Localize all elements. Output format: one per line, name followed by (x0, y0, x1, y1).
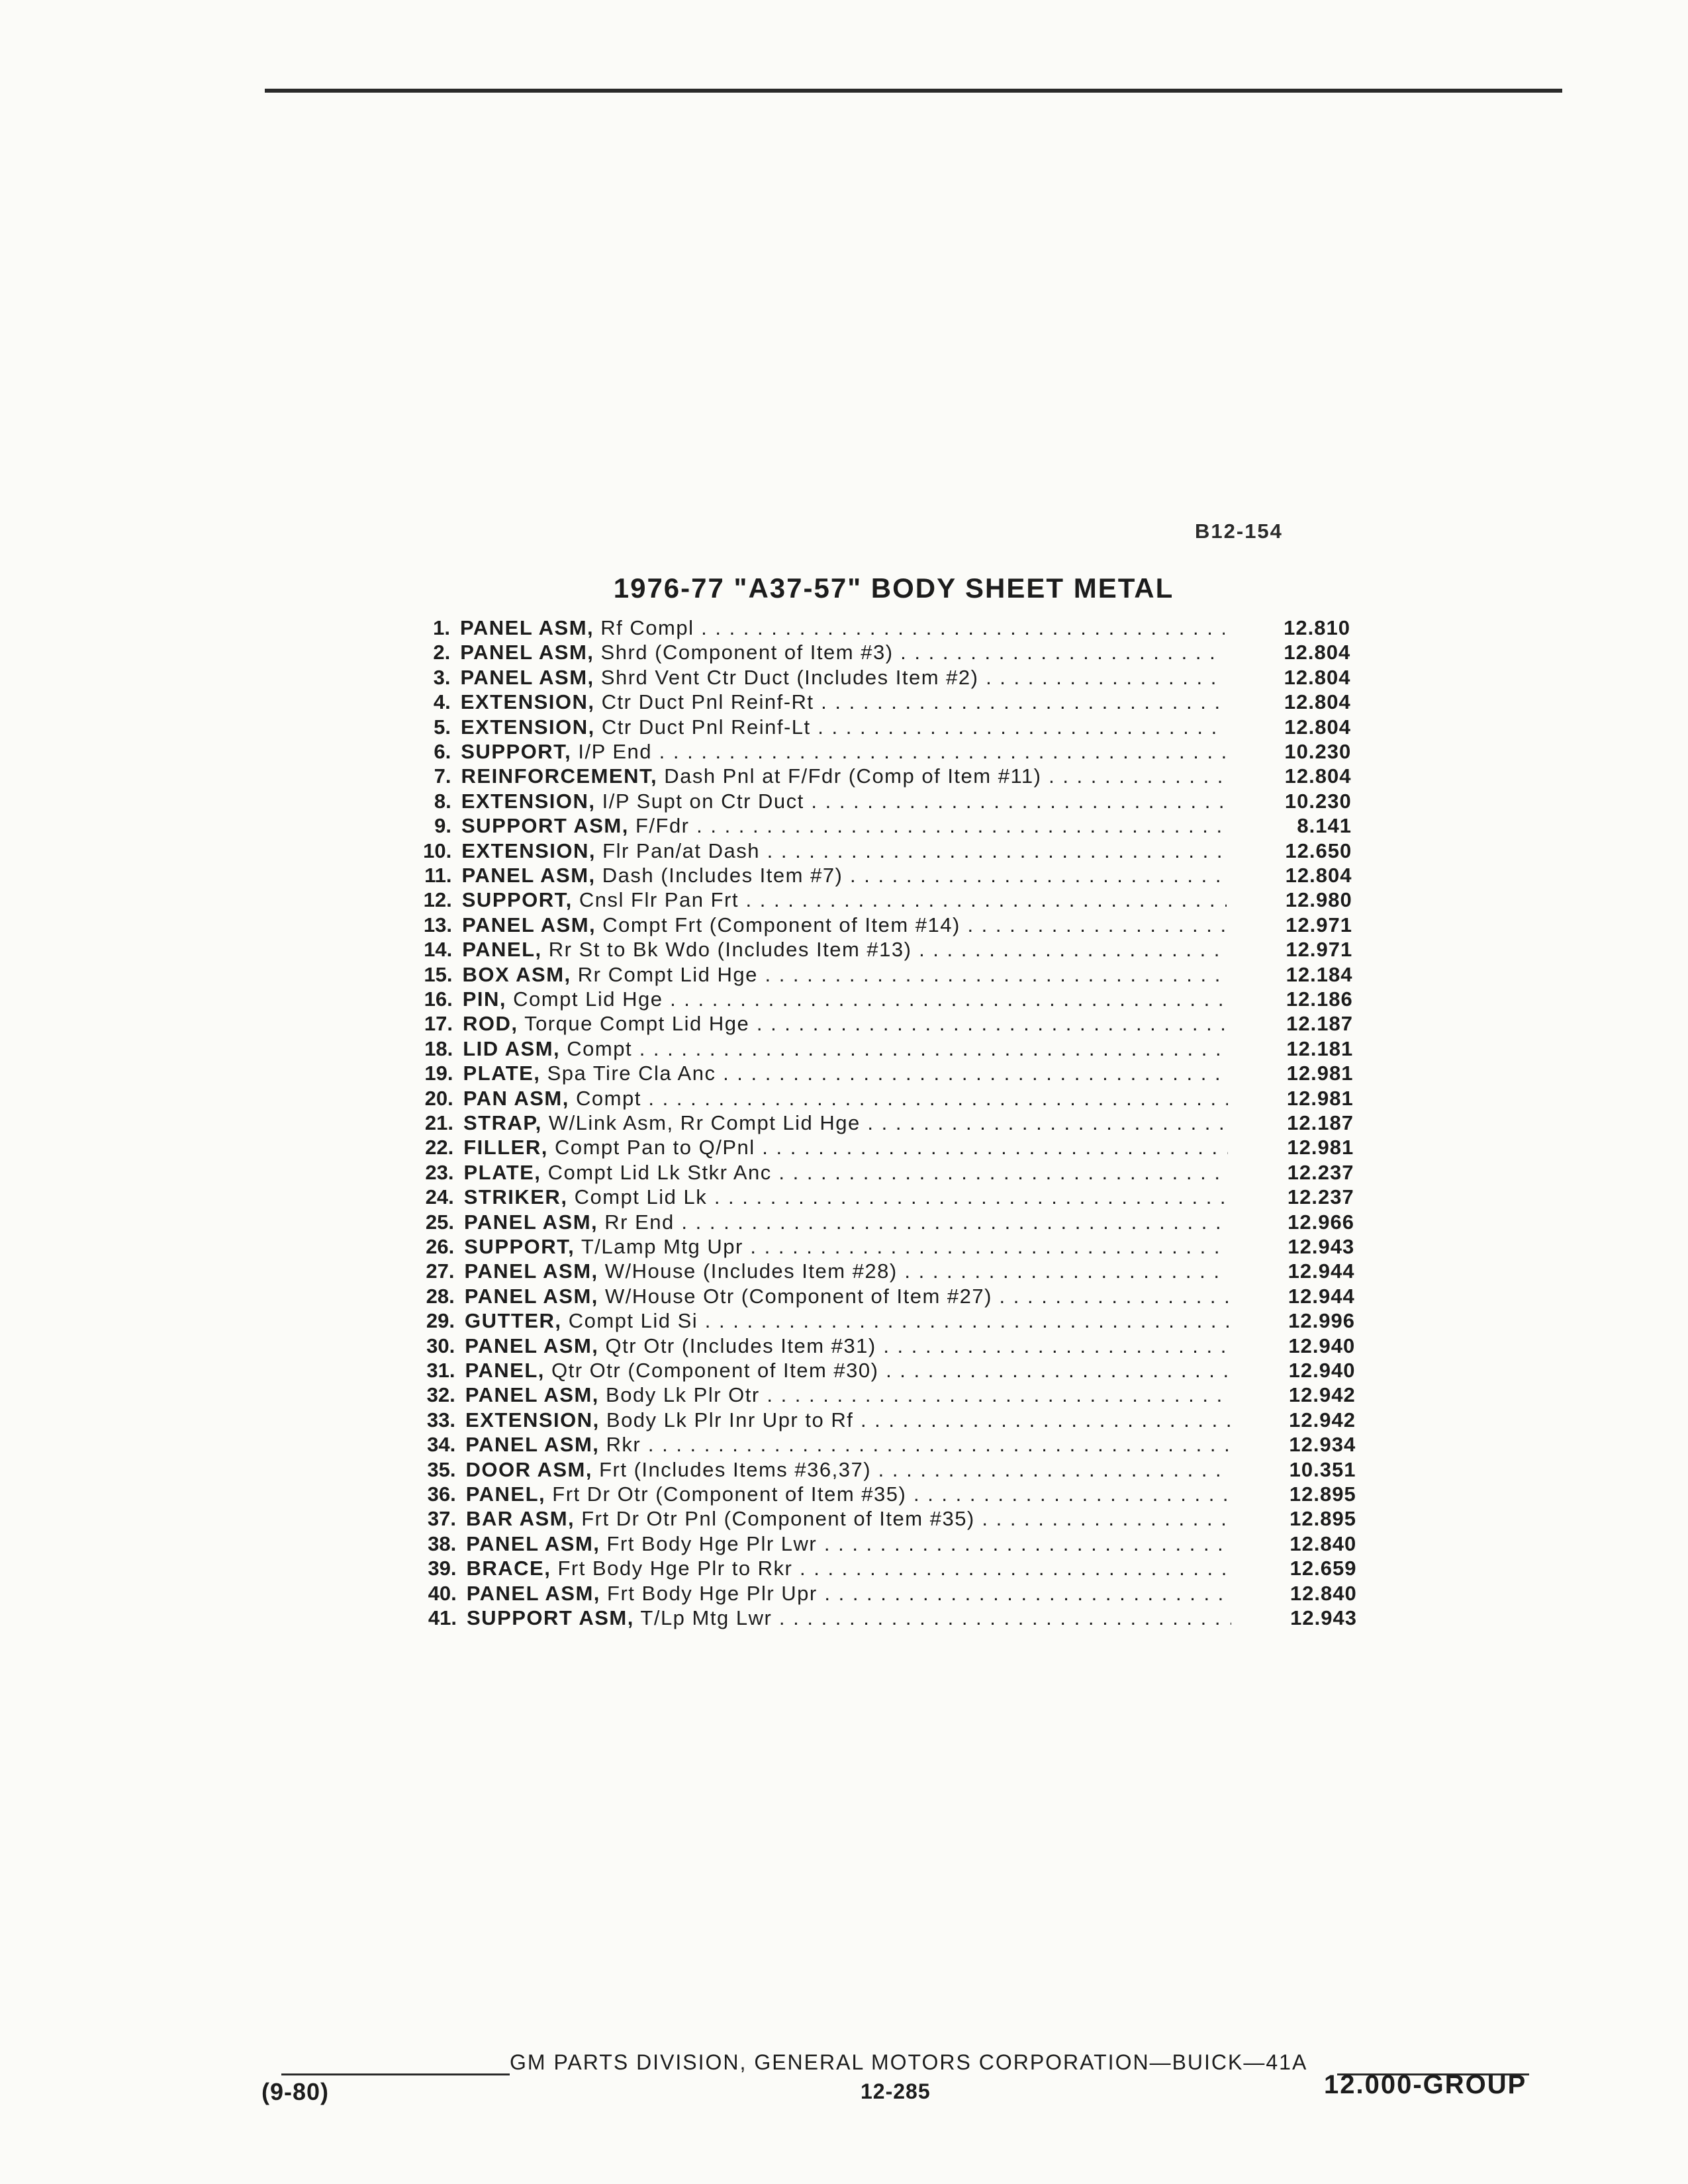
part-detail: Frt Dr Otr (Component of Item #35) (552, 1482, 907, 1506)
item-number: 5. (434, 715, 451, 739)
part-name: PANEL ASM, (465, 1433, 600, 1457)
item-number: 24. (425, 1185, 454, 1209)
item-number: 1. (433, 616, 450, 639)
part-name: EXTENSION, (461, 715, 595, 739)
part-detail: Qtr Otr (Includes Item #31) (605, 1334, 876, 1357)
part-detail: Shrd (Component of Item #3) (600, 641, 894, 664)
part-detail: Compt Lid Lk (574, 1185, 708, 1209)
list-item (404, 1581, 1397, 1606)
part-detail: Compt (567, 1036, 633, 1060)
part-name: PANEL ASM, (464, 1259, 598, 1283)
list-item (402, 1408, 1395, 1432)
item-number: 20. (424, 1086, 453, 1110)
footer-group: 12.000-GROUP (1324, 2070, 1527, 2099)
item-description (465, 1334, 1229, 1358)
part-detail: Compt Lid Hge (513, 987, 663, 1011)
list-item (400, 987, 1393, 1011)
part-name: SUPPORT ASM, (461, 814, 629, 838)
part-detail: F/Fdr (635, 814, 690, 838)
item-description (463, 1135, 1228, 1160)
part-name: EXTENSION, (460, 690, 595, 714)
part-name: PANEL ASM, (466, 1531, 600, 1555)
part-name: PANEL, (465, 1482, 546, 1506)
item-number: 25. (425, 1210, 454, 1234)
item-description (461, 764, 1226, 788)
group-reference: 12.943 (1290, 1606, 1357, 1629)
part-detail: Frt Body Hge Plr Upr (607, 1581, 818, 1605)
item-description (462, 913, 1227, 937)
part-name: BAR ASM, (466, 1507, 575, 1531)
item-number: 31. (426, 1359, 455, 1382)
item-number: 16. (424, 987, 453, 1011)
group-reference: 12.971 (1286, 938, 1353, 962)
list-item (403, 1506, 1396, 1531)
item-description (460, 615, 1225, 640)
list-item (404, 1556, 1397, 1580)
list-item (400, 1036, 1393, 1061)
part-detail: Rr End (604, 1210, 675, 1234)
item-description (461, 789, 1226, 813)
group-reference: 12.944 (1288, 1284, 1355, 1308)
part-detail: Compt Frt (Component of Item #14) (602, 913, 961, 936)
item-description (463, 1111, 1228, 1135)
part-name: PANEL ASM, (465, 1383, 599, 1407)
part-detail: Qtr Otr (Component of Item #30) (551, 1359, 879, 1382)
part-name: PANEL ASM, (466, 1581, 600, 1605)
item-number: 33. (426, 1408, 455, 1432)
item-number: 23. (425, 1160, 454, 1184)
item-number: 2. (433, 641, 451, 664)
list-item (399, 839, 1391, 863)
group-reference: 12.804 (1284, 665, 1351, 689)
group-reference: 12.237 (1287, 1160, 1354, 1184)
part-name: SUPPORT, (461, 740, 572, 763)
item-number: 17. (424, 1012, 453, 1036)
item-number: 26. (426, 1235, 455, 1258)
illustration-code: B12-154 (1195, 520, 1283, 543)
top-rule (265, 89, 1562, 93)
item-description (465, 1284, 1229, 1308)
part-name: PANEL ASM, (460, 665, 594, 689)
list-item (398, 665, 1391, 690)
part-name: REINFORCEMENT, (461, 764, 658, 788)
list-item (401, 1210, 1394, 1234)
item-description (461, 839, 1226, 863)
group-reference: 10.230 (1284, 740, 1352, 763)
list-item (399, 764, 1391, 788)
part-name: PIN, (462, 987, 507, 1011)
list-item (401, 1160, 1394, 1185)
part-detail: Compt Pan to Q/Pnl (554, 1136, 755, 1160)
list-item (397, 615, 1390, 640)
list-item (403, 1531, 1396, 1556)
item-number: 19. (424, 1062, 453, 1085)
item-description (465, 1408, 1230, 1432)
item-description (464, 1210, 1229, 1234)
list-item (400, 1011, 1393, 1036)
part-detail: Compt Lid Lk Stkr Anc (547, 1160, 772, 1184)
part-detail: Frt Body Hge Plr Lwr (606, 1531, 818, 1555)
item-number: 27. (426, 1259, 455, 1283)
part-name: PAN ASM, (463, 1086, 569, 1110)
item-description (463, 1036, 1227, 1061)
group-reference: 12.187 (1287, 1111, 1354, 1134)
list-item (399, 863, 1392, 887)
group-reference: 10.230 (1284, 789, 1352, 813)
item-number: 36. (427, 1482, 456, 1506)
item-number: 14. (424, 938, 453, 962)
item-description (466, 1531, 1231, 1556)
group-reference: 12.810 (1284, 616, 1350, 639)
part-name: STRAP, (463, 1111, 542, 1134)
part-detail: Flr Pan/at Dash (602, 839, 761, 862)
part-name: SUPPORT, (464, 1235, 575, 1258)
part-detail: Rkr (606, 1433, 641, 1457)
group-reference: 12.895 (1289, 1482, 1356, 1506)
item-number: 21. (424, 1111, 453, 1134)
part-name: PANEL ASM, (464, 1284, 598, 1308)
part-name: BRACE, (466, 1557, 551, 1580)
list-item (398, 739, 1391, 764)
group-reference: 12.804 (1284, 715, 1351, 739)
group-reference: 12.940 (1288, 1334, 1356, 1357)
item-number: 10. (423, 839, 452, 862)
item-description (465, 1259, 1229, 1283)
list-item (400, 962, 1393, 987)
part-detail: Compt Lid Si (568, 1309, 698, 1333)
item-description (461, 813, 1226, 838)
group-reference: 12.184 (1286, 962, 1353, 986)
item-number: 29. (426, 1309, 455, 1333)
part-detail: W/House (Includes Item #28) (604, 1259, 898, 1283)
group-reference: 12.650 (1285, 839, 1352, 862)
item-number: 8. (434, 789, 451, 813)
group-reference: 12.804 (1285, 864, 1352, 887)
part-name: FILLER, (463, 1136, 548, 1160)
list-item (403, 1457, 1396, 1482)
list-item (399, 887, 1392, 912)
list-item (397, 640, 1390, 664)
group-reference: 12.804 (1284, 690, 1351, 714)
part-name: PANEL ASM, (464, 1210, 598, 1234)
list-item (401, 1185, 1394, 1209)
list-item (400, 1135, 1393, 1160)
item-number: 11. (424, 864, 452, 887)
item-description (462, 863, 1227, 887)
item-description (461, 715, 1225, 739)
list-item (403, 1482, 1396, 1506)
item-number: 3. (433, 665, 451, 689)
part-detail: I/P End (578, 740, 653, 763)
group-reference: 12.804 (1284, 641, 1351, 664)
group-reference: 12.187 (1286, 1012, 1353, 1036)
item-description (465, 1383, 1230, 1407)
part-name: STRIKER, (463, 1185, 568, 1209)
part-detail: Compt (576, 1086, 641, 1110)
list-item (400, 1111, 1393, 1135)
item-description (461, 665, 1225, 690)
item-description (464, 1185, 1229, 1209)
item-description (463, 962, 1227, 987)
part-detail: Rr St to Bk Wdo (Includes Item #13) (548, 938, 912, 962)
part-detail: Dash Pnl at F/Fdr (Comp of Item #11) (664, 764, 1042, 788)
item-number: 7. (434, 764, 451, 788)
item-number: 37. (427, 1507, 456, 1531)
item-description (460, 640, 1225, 664)
part-detail: Body Lk Plr Inr Upr to Rf (606, 1408, 854, 1432)
part-detail: T/Lamp Mtg Upr (581, 1235, 743, 1258)
footer-date: (9-80) (261, 2078, 330, 2105)
part-name: EXTENSION, (461, 839, 596, 862)
part-name: PANEL ASM, (460, 616, 594, 639)
part-detail: Frt (Includes Items #36,37) (599, 1457, 872, 1481)
part-detail: T/Lp Mtg Lwr (640, 1606, 773, 1629)
part-name: PLATE, (463, 1062, 541, 1085)
item-description (467, 1556, 1231, 1580)
group-reference: 12.981 (1286, 1062, 1354, 1085)
item-number: 30. (426, 1334, 455, 1357)
part-name: PANEL ASM, (465, 1334, 599, 1357)
item-description (461, 739, 1225, 764)
item-description (463, 987, 1227, 1011)
list-item (398, 715, 1391, 739)
group-reference: 12.981 (1287, 1136, 1354, 1160)
list-item (399, 813, 1391, 838)
part-detail: W/House Otr (Component of Item #27) (605, 1284, 992, 1308)
part-name: ROD, (463, 1012, 518, 1036)
list-item (402, 1284, 1395, 1308)
footer-corporation: GM PARTS DIVISION, GENERAL MOTORS CORPORATION—BUICK—41A (510, 2050, 1308, 2074)
group-reference: 12.940 (1288, 1359, 1356, 1382)
item-number: 34. (427, 1433, 456, 1457)
group-reference: 12.996 (1288, 1309, 1355, 1333)
part-detail: Frt Body Hge Plr to Rkr (557, 1557, 793, 1580)
list-item (402, 1334, 1395, 1358)
group-reference: 12.659 (1289, 1557, 1357, 1580)
part-detail: Cnsl Flr Pan Frt (579, 888, 739, 912)
item-number: 18. (424, 1036, 453, 1060)
list-item (402, 1308, 1395, 1333)
item-number: 9. (434, 814, 451, 838)
part-detail: Dash (Includes Item #7) (602, 864, 843, 887)
part-name: SUPPORT, (461, 888, 573, 912)
group-reference: 12.942 (1288, 1383, 1356, 1407)
group-reference: 12.980 (1285, 888, 1352, 912)
item-number: 39. (428, 1557, 457, 1580)
part-name: PANEL, (462, 938, 542, 962)
list-item (404, 1606, 1397, 1630)
group-reference: 12.840 (1289, 1531, 1357, 1555)
part-name: PANEL ASM, (462, 913, 596, 936)
item-description (465, 1308, 1229, 1333)
item-number: 41. (428, 1606, 457, 1629)
item-description (463, 1086, 1228, 1111)
group-reference: 12.966 (1288, 1210, 1354, 1234)
group-reference: 12.804 (1284, 764, 1352, 788)
part-name: DOOR ASM, (465, 1457, 592, 1481)
list-item (399, 937, 1392, 962)
part-detail: W/Link Asm, Rr Compt Lid Hge (548, 1111, 861, 1134)
part-detail: Body Lk Plr Otr (606, 1383, 760, 1407)
group-reference: 12.181 (1286, 1036, 1354, 1060)
group-reference: 12.942 (1289, 1408, 1356, 1432)
list-item (400, 1086, 1393, 1111)
list-item (401, 1234, 1394, 1259)
part-name: PANEL ASM, (461, 864, 596, 887)
item-description (462, 887, 1227, 912)
group-reference: 12.971 (1286, 913, 1352, 936)
item-description (467, 1606, 1231, 1630)
group-reference: 12.840 (1289, 1581, 1357, 1605)
group-reference: 12.237 (1287, 1185, 1354, 1209)
item-number: 38. (428, 1531, 457, 1555)
part-name: EXTENSION, (465, 1408, 600, 1432)
item-description (467, 1581, 1231, 1606)
part-name: BOX ASM, (462, 962, 571, 986)
item-description (466, 1457, 1231, 1482)
part-detail: Frt Dr Otr Pnl (Component of Item #35) (581, 1507, 975, 1531)
part-detail: Torque Compt Lid Hge (524, 1012, 750, 1036)
group-reference: 12.944 (1288, 1259, 1355, 1283)
group-reference: 12.186 (1286, 987, 1353, 1011)
list-item (400, 1061, 1393, 1085)
item-description (463, 1061, 1228, 1085)
part-name: PANEL, (465, 1359, 545, 1382)
item-number: 40. (428, 1581, 457, 1605)
item-number: 35. (427, 1457, 456, 1481)
item-number: 12. (423, 888, 452, 912)
part-detail: Shrd Vent Ctr Duct (Includes Item #2) (600, 665, 979, 689)
item-number: 13. (423, 913, 452, 936)
list-item (402, 1432, 1395, 1457)
part-detail: Spa Tire Cla Anc (547, 1062, 716, 1085)
footer-rule-left (281, 2073, 510, 2075)
item-description (463, 1011, 1227, 1036)
group-reference: 12.895 (1289, 1507, 1356, 1531)
item-number: 4. (433, 690, 451, 714)
item-number: 22. (425, 1136, 454, 1160)
page-title: 1976-77 "A37-57" BODY SHEET METAL (613, 572, 1174, 604)
part-name: LID ASM, (463, 1036, 561, 1060)
part-detail: Ctr Duct Pnl Reinf-Rt (601, 690, 814, 714)
group-reference: 10.351 (1289, 1457, 1356, 1481)
list-item (398, 690, 1391, 714)
part-detail: Rr Compt Lid Hge (577, 962, 758, 986)
group-reference: 12.934 (1289, 1433, 1356, 1457)
part-detail: I/P Supt on Ctr Duct (602, 789, 804, 813)
item-description (464, 1160, 1229, 1185)
item-number: 15. (424, 962, 453, 986)
item-description (461, 690, 1225, 714)
item-number: 32. (426, 1383, 455, 1407)
item-description (466, 1506, 1231, 1531)
footer-page-number: 12-285 (861, 2079, 931, 2103)
item-number: 28. (426, 1284, 455, 1308)
item-description (465, 1432, 1230, 1457)
part-name: PLATE, (463, 1160, 541, 1184)
group-reference: 12.943 (1288, 1235, 1355, 1258)
item-description (465, 1358, 1230, 1383)
list-item (399, 789, 1391, 813)
list-item (399, 913, 1392, 937)
part-detail: Rf Compl (600, 616, 694, 639)
part-detail: Ctr Duct Pnl Reinf-Lt (601, 715, 811, 739)
part-name: EXTENSION, (461, 789, 596, 813)
list-item (402, 1358, 1395, 1383)
item-description (466, 1482, 1231, 1506)
group-reference: 8.141 (1297, 814, 1352, 838)
part-name: GUTTER, (465, 1309, 562, 1333)
list-item (402, 1259, 1395, 1283)
item-description (462, 937, 1227, 962)
part-name: SUPPORT ASM, (467, 1606, 634, 1629)
item-number: 6. (434, 740, 451, 763)
part-name: PANEL ASM, (460, 641, 594, 664)
group-reference: 12.981 (1286, 1086, 1354, 1110)
item-description (464, 1234, 1229, 1259)
list-item (402, 1383, 1395, 1407)
